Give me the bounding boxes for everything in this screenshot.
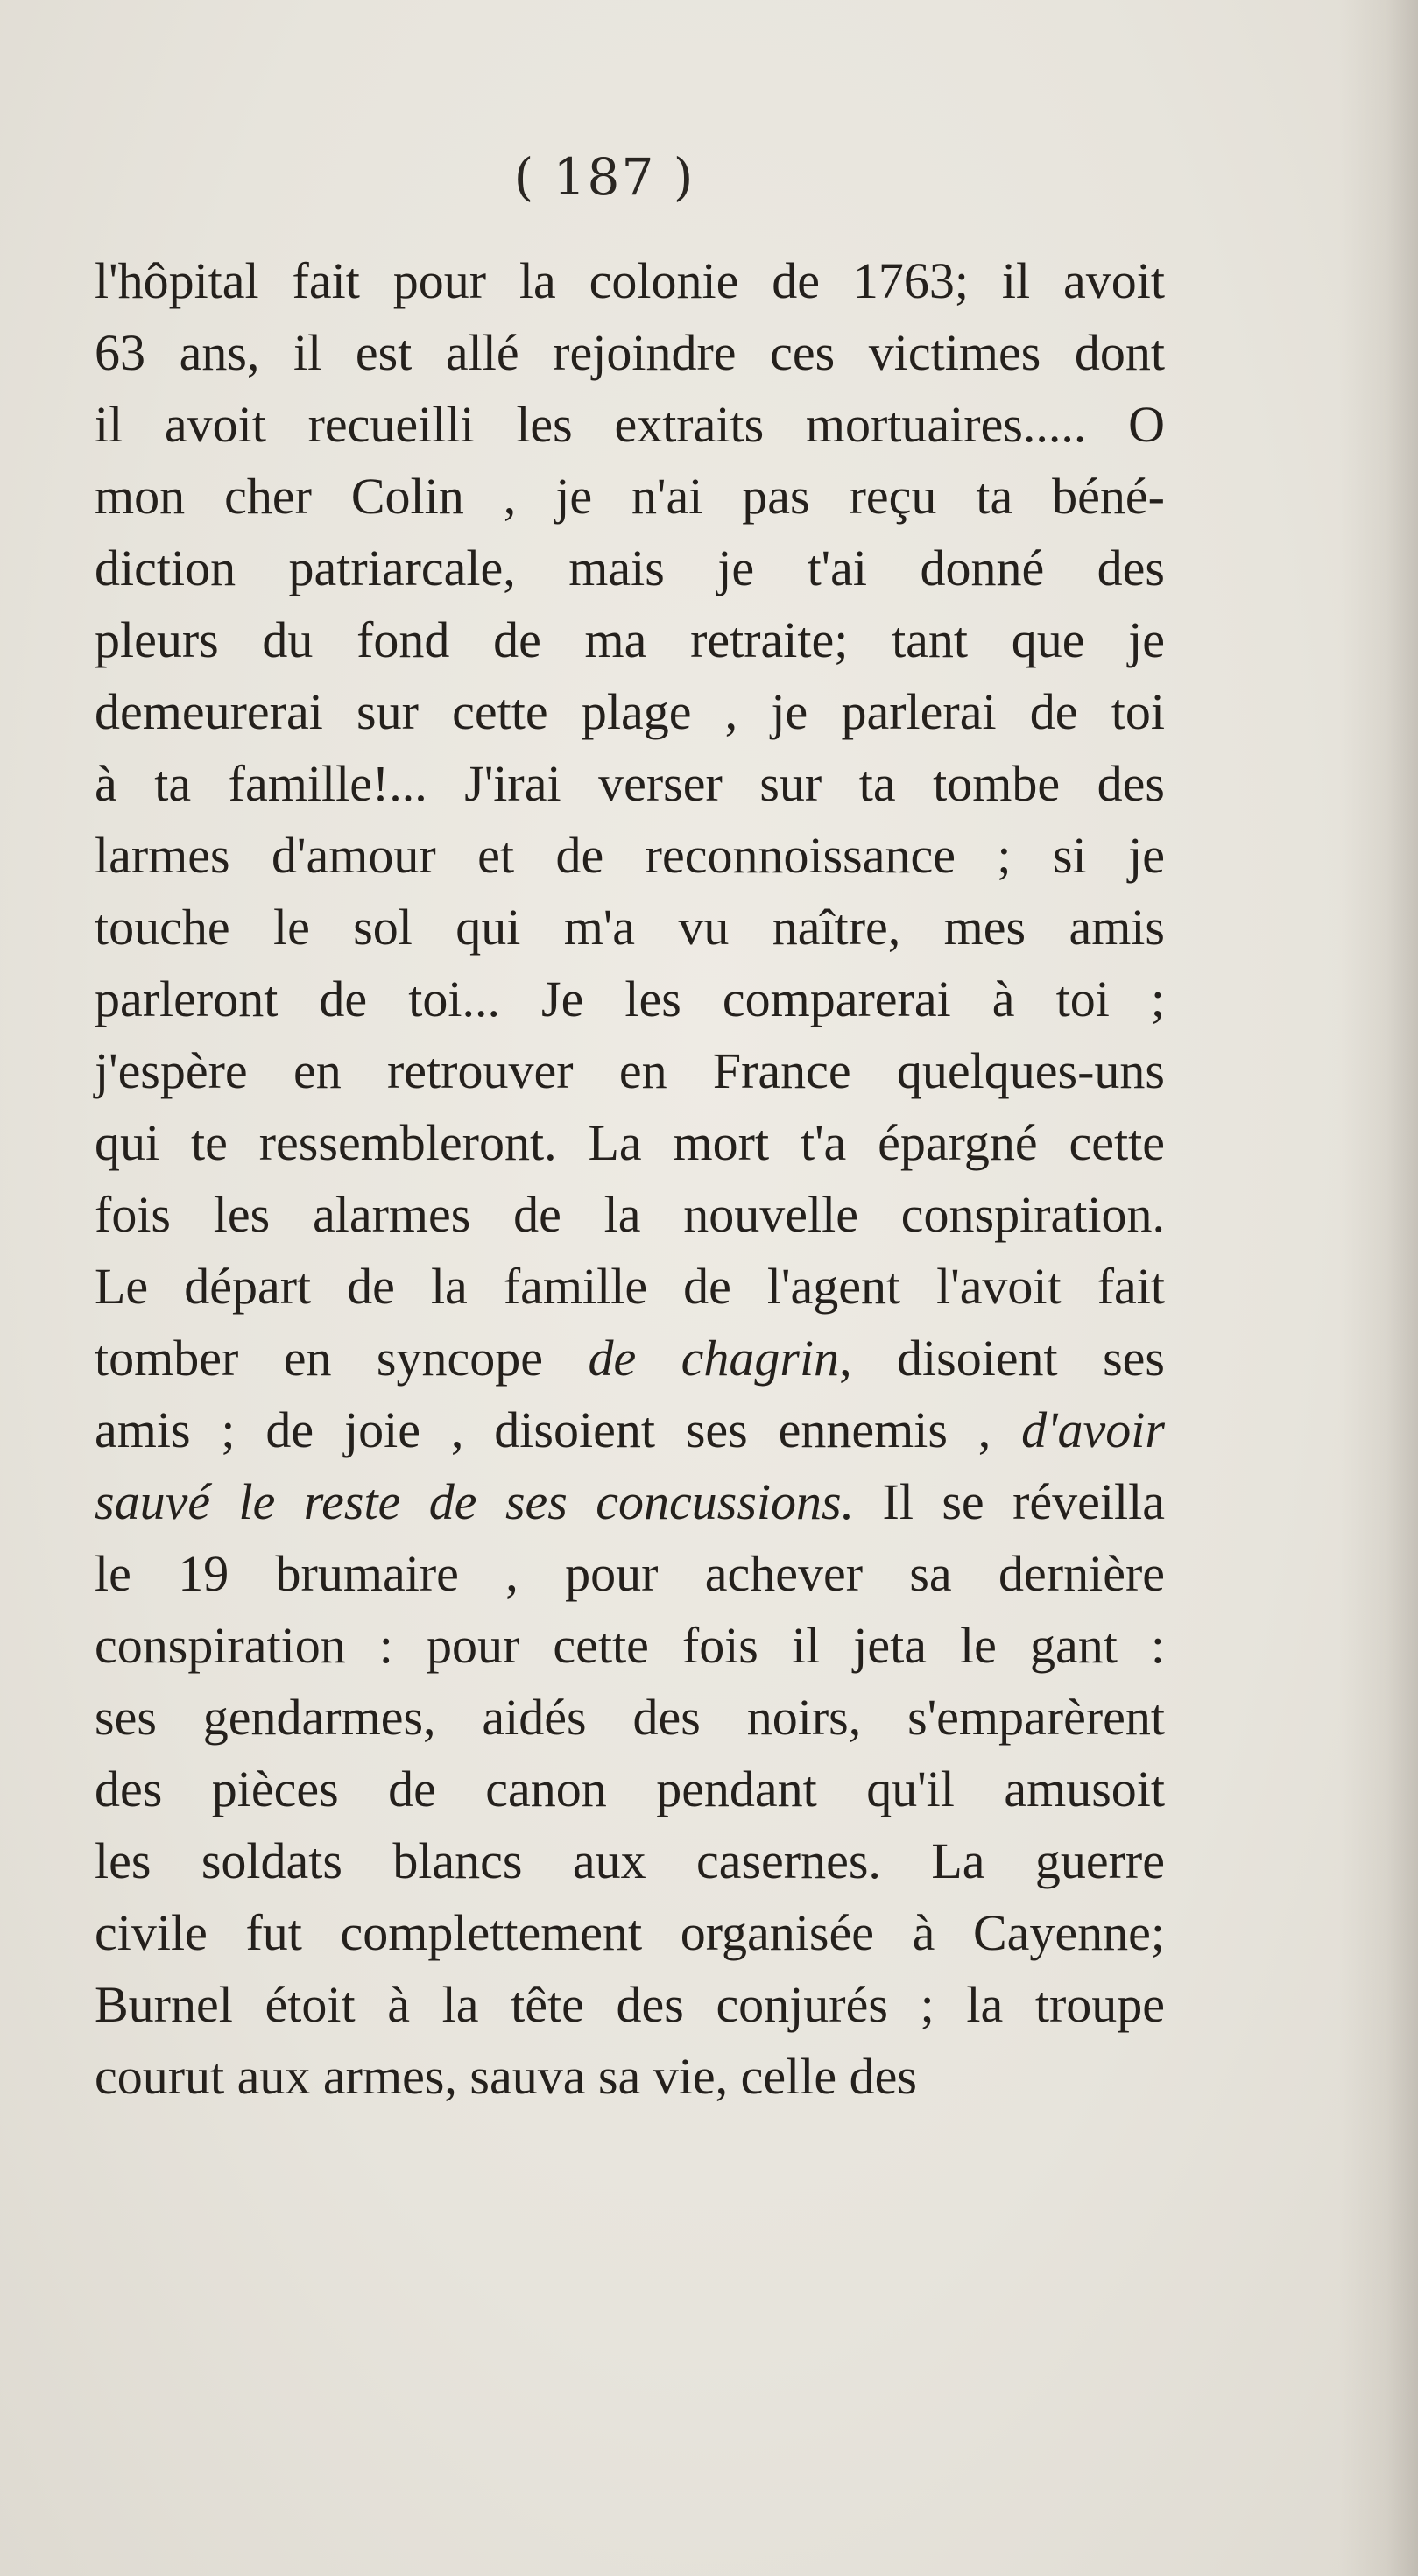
text-line <box>95 1754 1165 1825</box>
italic-text: de chagrin <box>588 1330 840 1387</box>
text-line <box>95 317 1165 389</box>
text-line <box>95 245 1165 317</box>
text-line <box>95 1323 1165 1394</box>
line-text: le 19 brumaire , pour achever sa dernière <box>95 1545 1165 1602</box>
text-line <box>95 748 1165 820</box>
text-line <box>95 1538 1165 1610</box>
text-line <box>95 1825 1165 1897</box>
line-text: mon cher Colin , je n'ai pas reçu ta béné- <box>95 468 1165 525</box>
line-text: les soldats blancs aux casernes. La guerre <box>95 1832 1165 1889</box>
line-text: il avoit recueilli les extraits mortuaires..... O <box>95 396 1165 453</box>
line-text: parleront de toi... Je les comparerai à toi ; <box>95 970 1165 1027</box>
line-text: amis ; de joie , disoient ses ennemis , <box>95 1401 1022 1458</box>
text-line <box>95 1610 1165 1682</box>
line-text: des pièces de canon pendant qu'il amusoit <box>95 1761 1165 1817</box>
text-line <box>95 676 1165 748</box>
text-line <box>95 1179 1165 1251</box>
text-line <box>95 820 1165 892</box>
line-text: l'hôpital fait pour la colonie de 1763; il avoit <box>95 252 1165 309</box>
text-line <box>95 1897 1165 1969</box>
line-text: Burnel étoit à la tête des conjurés ; la troupe <box>95 1976 1165 2033</box>
text-line <box>95 1035 1165 1107</box>
line-text: 63 ans, il est allé rejoindre ces victimes dont <box>95 324 1165 381</box>
text-line <box>95 963 1165 1035</box>
text-line <box>95 1682 1165 1754</box>
body-text <box>95 245 1165 2113</box>
text-line <box>95 892 1165 963</box>
line-text: conspiration : pour cette fois il jeta le gant : <box>95 1617 1165 1674</box>
text-line <box>95 1466 1165 1538</box>
line-text: Il se réveilla <box>854 1473 1165 1530</box>
line-text: larmes d'amour et de reconnoissance ; si je <box>95 827 1165 884</box>
line-text: fois les alarmes de la nouvelle conspiration. <box>95 1186 1165 1243</box>
line-text: demeurerai sur cette plage , je parlerai de toi <box>95 683 1165 740</box>
page-edge-shadow <box>1339 0 1418 2576</box>
line-text: diction patriarcale, mais je t'ai donné des <box>95 540 1165 596</box>
text-line <box>95 1107 1165 1179</box>
line-text: touche le sol qui m'a vu naître, mes amis <box>95 899 1165 956</box>
line-text: Le départ de la famille de l'agent l'avoit fait <box>95 1258 1165 1315</box>
italic-text: d'avoir <box>1021 1401 1165 1458</box>
line-text: à ta famille!... J'irai verser sur ta tombe des <box>95 755 1165 812</box>
page-number: ( 187 ) <box>513 147 695 207</box>
text-line <box>95 1251 1165 1323</box>
line-text: qui te ressembleront. La mort t'a épargné cette <box>95 1114 1165 1171</box>
line-text: courut aux armes, sauva sa vie, celle des <box>95 2048 917 2105</box>
text-line <box>95 1969 1165 2041</box>
italic-text: sauvé le reste de ses concussions. <box>95 1473 855 1530</box>
line-text: j'espère en retrouver en France quelques-uns <box>95 1042 1165 1099</box>
line-text: civile fut complettement organisée à Cayenne; <box>95 1904 1165 1961</box>
line-text: pleurs du fond de ma retraite; tant que je <box>95 611 1165 668</box>
text-line <box>95 533 1165 604</box>
line-text: ses gendarmes, aidés des noirs, s'emparèrent <box>95 1689 1165 1746</box>
text-line <box>95 2041 1165 2113</box>
line-text: tomber en syncope <box>95 1330 589 1387</box>
text-line <box>95 389 1165 461</box>
text-line <box>95 461 1165 533</box>
text-line <box>95 1394 1165 1466</box>
line-text: , disoient ses <box>839 1330 1166 1387</box>
text-line <box>95 604 1165 676</box>
